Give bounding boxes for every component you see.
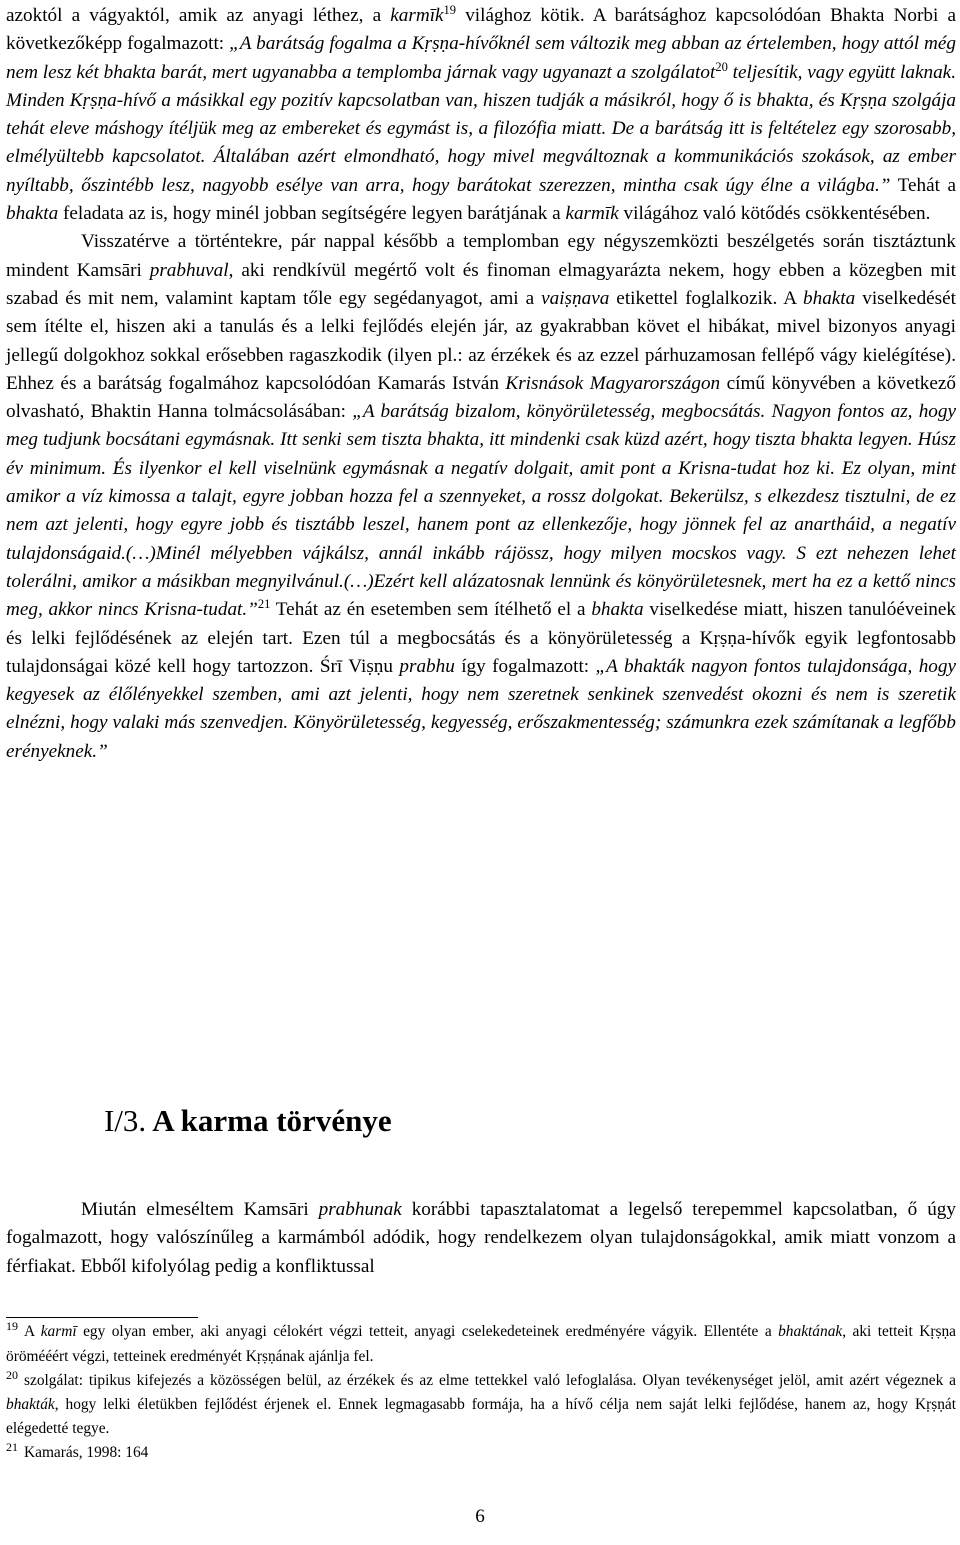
text-span: Visszatérve a történtekre, pár nappal később a templomban egy négyszemközti beszélgetés során tisztáztunk mindent Kamsāri: [6, 231, 956, 281]
text-span: világához való kötődés csökkentésében.: [618, 203, 931, 225]
footnote-ref: 20: [715, 59, 728, 74]
footnote-mark: 21: [6, 1439, 18, 1454]
text-span: azoktól a vágyaktól, amik az anyagi léthez, a: [6, 5, 391, 26]
section-heading: [104, 1102, 392, 1140]
italic-span: „A barátság bizalom, könyörületesség, megbocsátás. Nagyon fontos az, hogy meg tudjunk bocsátani egymásnak. Itt senki sem tiszta bhakta, itt mindenki csak küzd azért, hogy tiszta bhakta legyen. Húsz év minimum. És ilyenkor el kell viselnünk egymásnak a negatív dolgait, amit pont a Krisna-tudat hoz ki. Ez olyan, mint amikor a víz kimossa a talajt, egyre jobban hozza fel a szennyeket, a rossz dolgokat. Bekerülsz, s elkezdesz tisztulni, de ez nem azt jelenti, hogy egyre jobb és tisztább leszel, hanem pont az ellenkezője, hogy jönnek fel az anartháid, a negatív tulajdonságaid.(…)Minél mélyebben vájkálsz, annál inkább rájössz, hogy milyen mocskos vagy. S ezt nehezen lehet tolerálni, amikor a másikban megnyilvánul.(…)Ezért kell alázatosnak lennünk és könyörületesnek, mert ha ez a kettő nincs meg, akkor nincs Krisna-tudat.”: [6, 401, 956, 621]
italic-span: teljesítik, vagy együtt laknak. Minden Kṛṣṇa-hívő a másikkal egy pozitív kapcsolatban van, hiszen tudják a másikról, hogy ő is bhakta, és Kṛṣṇa szolgája tehát eleve máshogy ítéljük meg az embereket és egymást is, a filozófia miatt. De a barátság itt is feltételez egy szorosabb, elmélyültebb kapcsolatot. Általában azért elmondható, hogy mivel megváltoznak a kommunikációs szokások, az ember nyíltabb, őszintébb lesz, nagyobb esélye van arra, hogy barátokat szerezzen, mintha csak úgy élne a világba.”: [6, 61, 957, 196]
text-span: egy olyan ember, aki anyagi célokért végzi tetteit, anyagi cselekedeteinek eredményére vágyik. Ellentéte a: [76, 1323, 779, 1340]
text-span: , aki tetteit Kṛṣṇa örömééért végzi, tetteinek eredményét Kṛṣṇának ajánlja fel.: [6, 1323, 956, 1365]
section-body: [6, 1196, 956, 1281]
italic-span: „A barátság fogalma a Kṛṣṇa-hívőknél sem változik meg abban az értelemben, hogy attól még nem lesz két bhakta barát, mert ugyanabba a templomba járnak vagy ugyanazt a szolgálatot: [6, 33, 956, 83]
text-span: Miután elmeséltem Kamsāri: [81, 1199, 319, 1220]
italic-span: Krisnások Magyarországon: [505, 372, 721, 394]
text-span: Tehát az én esetemben sem ítélhető el a: [270, 599, 592, 621]
text-span: Kamarás, 1998: 164: [24, 1443, 149, 1461]
footnote-ref: 21: [257, 597, 271, 612]
footnotes: [6, 1320, 956, 1466]
page-number: 6: [475, 1506, 485, 1527]
document-page: [6, 0, 957, 1461]
body-paragraph-3: [6, 1196, 956, 1281]
italic-span: bhakta: [6, 203, 59, 225]
footnote-21: [6, 1441, 956, 1466]
text-span: korábbi tapasztalatomat a legelső terepemmel kapcsolatban, ő úgy fogalmazott, hogy valószínűleg a karmámból adódik, hogy rendelkezem olyan tulajdonságokkal, amik miatt vonzom a férfiakat. Ebből kifolyólag pedig a konfliktussal: [6, 1199, 956, 1277]
italic-span: „A bhakták nagyon fontos tulajdonsága, hogy kegyesek az élőlényekkel szemben, ami azt jelenti, hogy nem szeretnek senkinek szenvedést okozni és nem is szeretik elnézni, hogy valaki más szenvedjen. Könyörületesség, kegyesség, erőszakmentesség; számunkra ezek számítanak a legfőbb erényeknek.”: [6, 655, 956, 762]
text-span: viselkedése miatt, hiszen tanulóéveinek és lelki fejlődésének az elején tart. Ezen túl a megbocsátás és a könyörületesség a Kṛṣṇa-hívők egyik legfontosabb tulajdonságai közé kell hogy tartozzon. Śrī Viṣṇu: [6, 599, 956, 677]
italic-span: prabhu: [399, 655, 455, 677]
italic-span: karmīk: [565, 203, 619, 225]
text-span: című könyvében a következő olvasható, Bhaktin Hanna tolmácsolásában:: [6, 372, 957, 423]
body-paragraph-1: [6, 2, 956, 228]
italic-span: bhakta: [591, 599, 644, 621]
footnote-ref: 19: [443, 3, 457, 17]
text-span: A: [24, 1323, 41, 1340]
footnote-mark: 20: [6, 1367, 18, 1382]
italic-span: bhakta: [803, 287, 856, 309]
footnote-20: [6, 1369, 956, 1441]
footnote-mark: 19: [6, 1319, 18, 1333]
text-span: etikettel foglalkozik. A: [609, 287, 803, 309]
italic-span: prabhunak: [318, 1199, 402, 1220]
text-span: világhoz kötik. A barátsághoz kapcsolódóan Bhakta Norbi a következőképp fogalmazott:: [6, 5, 956, 55]
text-span: feladata az is, hogy minél jobban segítségére legyen barátjának a: [58, 203, 566, 225]
body-paragraph-2: [6, 228, 956, 766]
italic-span: vaiṣṇava: [541, 287, 610, 309]
text-span: szolgálat: tipikus kifejezés a közösségen belül, az érzékek és az elme tettekkel való lefoglalása. Olyan tevékenységet jelöl, amit azért végeznek a: [24, 1371, 956, 1389]
italic-span: karmīk: [390, 5, 444, 26]
footnote-separator: [6, 1317, 198, 1318]
italic-span: bhaktának: [778, 1323, 843, 1340]
text-span: , hogy lelki életükben fejlődést érjenek el. Ennek legmagasabb formája, ha a hívő célja nem saját lelki fejlődése, hanem az, hogy Kṛṣṇát elégedetté tegye.: [6, 1396, 956, 1438]
section-heading-number: I/3.: [104, 1103, 147, 1138]
footnote-19: [6, 1320, 956, 1369]
text-span: így fogalmazott:: [454, 655, 596, 677]
italic-span: karmī: [40, 1323, 77, 1340]
text-span: Tehát a: [890, 174, 956, 196]
section-heading-title: A karma törvénye: [152, 1103, 392, 1138]
text-span: , aki rendkívül megértő volt és finoman elmagyarázta nekem, hogy ebben a közegben mit szabad és mit nem, valamint kaptam tőle egy segédanyagot, ami a: [6, 259, 956, 309]
italic-span: prabhuval: [149, 259, 229, 281]
italic-span: bhakták: [6, 1396, 55, 1414]
text-span: viselkedését sem ítélte el, hiszen aki a tanulás és a lelki fejlődés elején jár, az gyakrabban követ el hibákat, mivel bizonyos anyagi jellegű dolgokhoz sokkal erősebben ragaszkodik (ilyen pl.: az érzékek és az ezzel párhuzamosan fellépő vágy kielégítése). Ehhez és a barátság fogalmához kapcsolódóan Kamarás István: [6, 287, 956, 394]
